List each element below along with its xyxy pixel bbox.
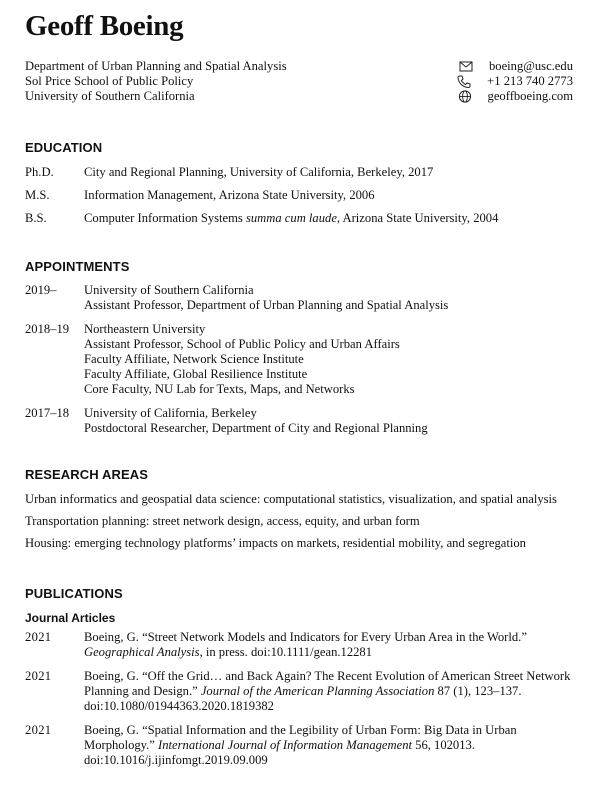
education-degree: B.S. <box>25 211 47 225</box>
envelope-icon <box>459 60 473 73</box>
appointment-years: 2017–18 <box>25 406 70 420</box>
education-detail: Information Management, Arizona State University, 2006 <box>84 188 375 202</box>
research-item: Transportation planning: street network design, access, equity, and urban form <box>25 514 420 528</box>
publication-journal: Journal of the American Planning Association <box>200 684 435 698</box>
publication-citation <box>84 723 585 768</box>
contact-phone-text: +1 213 740 2773 <box>487 74 573 88</box>
publication-item <box>25 669 585 714</box>
education-list <box>25 165 585 234</box>
appointment-years: 2019– <box>25 283 57 297</box>
publications-list <box>25 630 585 777</box>
affiliation-university: University of Southern California <box>25 89 195 103</box>
appointment-item <box>25 406 585 436</box>
appointment-line: Core Faculty, NU Lab for Texts, Maps, and Networks <box>84 382 355 396</box>
contact-website[interactable] <box>457 89 573 104</box>
publication-text: Boeing, G. “Off the Grid… and Back Again? The Recent Evolution of American Street Network Planning and Design.” <box>84 669 571 698</box>
affiliation-block <box>25 59 287 104</box>
appointment-line: Postdoctoral Researcher, Department of City and Regional Planning <box>84 421 428 435</box>
publication-item <box>25 723 585 768</box>
publication-year: 2021 <box>25 630 52 644</box>
publication-item <box>25 630 585 660</box>
education-degree: M.S. <box>25 188 50 202</box>
publications-heading: PUBLICATIONS <box>25 586 123 601</box>
education-detail <box>84 211 585 234</box>
research-heading: RESEARCH AREAS <box>25 467 148 482</box>
cv-name: Geoff Boeing <box>25 10 184 42</box>
research-item: Housing: emerging technology platforms’ impacts on markets, residential mobility, and segregation <box>25 536 526 550</box>
publication-text: Boeing, G. “Spatial Information and the Legibility of Urban Form: Big Data in Urban Morphology.” <box>84 723 517 752</box>
contact-email-text[interactable]: boeing@usc.edu <box>489 59 573 73</box>
contact-email[interactable] <box>457 59 573 74</box>
education-item <box>25 188 585 211</box>
appointment-line: Faculty Affiliate, Global Resilience Institute <box>84 367 308 381</box>
education-item <box>25 165 585 188</box>
education-honors: summa cum laude <box>245 211 337 225</box>
contact-phone <box>457 74 573 89</box>
education-detail: City and Regional Planning, University of California, Berkeley, 2017 <box>84 165 434 179</box>
education-degree: Ph.D. <box>25 165 54 179</box>
appointment-line: University of Southern California <box>84 283 254 297</box>
journal-articles-heading: Journal Articles <box>25 611 116 625</box>
education-item <box>25 211 585 234</box>
appointments-list <box>25 283 585 445</box>
publication-journal: Geographical Analysis <box>84 645 200 659</box>
appointment-line: University of California, Berkeley <box>84 406 257 420</box>
contact-website-text[interactable]: geoffboeing.com <box>487 89 573 103</box>
affiliation-department: Department of Urban Planning and Spatial Analysis <box>25 59 287 73</box>
globe-icon <box>458 90 472 103</box>
publication-doi: 87 (1), 123–137. doi:10.1080/01944363.2020.1819382 <box>84 684 522 713</box>
publication-doi: 56, 102013. doi:10.1016/j.ijinfomgt.2019.09.009 <box>84 738 475 767</box>
publication-doi: , in press. doi:10.1111/gean.12281 <box>199 645 373 659</box>
appointment-item <box>25 283 585 313</box>
phone-icon <box>457 75 471 88</box>
research-list <box>25 492 557 558</box>
appointment-line: Faculty Affiliate, Network Science Institute <box>84 352 304 366</box>
publication-year: 2021 <box>25 723 52 737</box>
publication-year: 2021 <box>25 669 52 683</box>
publication-text: Boeing, G. “Street Network Models and Indicators for Every Urban Area in the World.” <box>84 630 527 644</box>
appointment-line: Assistant Professor, School of Public Policy and Urban Affairs <box>84 337 400 351</box>
contact-block <box>457 59 573 104</box>
publication-citation <box>84 630 585 660</box>
publication-journal: International Journal of Information Management <box>158 738 412 752</box>
appointment-line: Northeastern University <box>84 322 206 336</box>
education-detail-part: Computer Information Systems <box>84 211 246 225</box>
education-detail-part: , Arizona State University, 2004 <box>336 211 499 225</box>
education-heading: EDUCATION <box>25 140 103 155</box>
publication-citation <box>84 669 585 714</box>
appointment-line: Assistant Professor, Department of Urban Planning and Spatial Analysis <box>84 298 449 312</box>
appointment-years: 2018–19 <box>25 322 70 336</box>
appointment-item <box>25 322 585 397</box>
research-item: Urban informatics and geospatial data science: computational statistics, visualization, and spatial analysis <box>25 492 557 506</box>
affiliation-school: Sol Price School of Public Policy <box>25 74 194 88</box>
appointments-heading: APPOINTMENTS <box>25 259 130 274</box>
